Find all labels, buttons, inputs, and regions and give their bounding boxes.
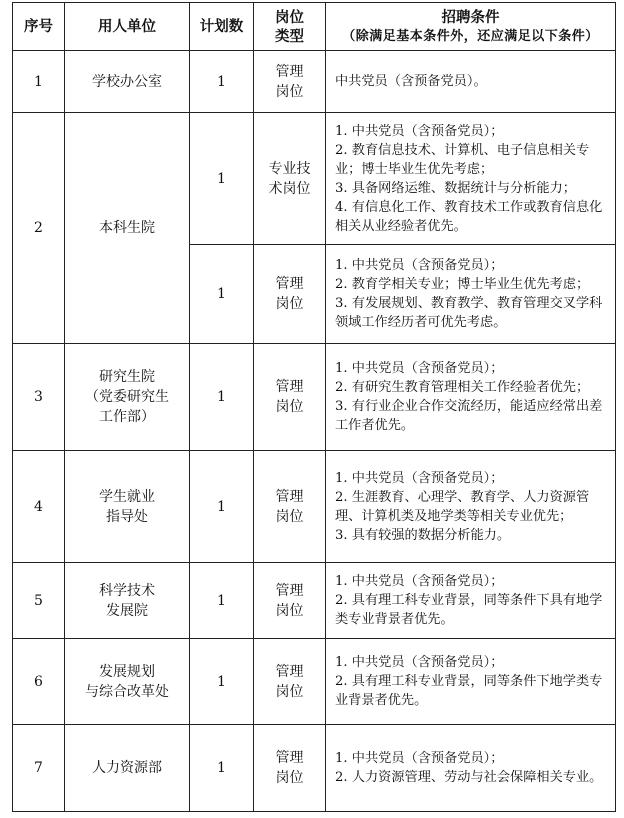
unit-line: 与综合改革处 [85,683,169,700]
post-type-line: 岗位 [275,83,304,100]
unit-line: 人力资源部 [92,760,162,776]
post-type-line: 岗位 [275,508,304,525]
row-index: 1 [13,51,65,113]
row-unit [65,725,190,812]
unit-line: 本科生院 [99,220,155,236]
row-requirements [326,639,616,725]
row-unit [65,639,190,725]
row-post-type [254,245,326,344]
post-type-line: 岗位 [275,296,304,312]
post-type-line: 专业技 [268,160,311,177]
row-count: 1 [190,725,254,812]
row-unit [65,51,190,113]
header-unit: 用人单位 [65,3,190,51]
header-post-type-line2: 类型 [275,27,304,45]
requirement-item: 1. 中共党员（含预备党员）； [335,258,504,273]
row-count: 1 [190,563,254,639]
requirement-item: 3. 具有较强的数据分析能力。 [335,527,511,543]
table-row [13,51,616,113]
post-type-line: 管理 [275,488,304,505]
requirement-item: 1. 中共党员（含预备党员）； [335,361,504,376]
row-index: 3 [13,344,65,451]
recruitment-table [12,2,616,812]
table-row [13,344,616,451]
requirement-item: 2. 教育学相关专业；博士毕业生优先考虑； [335,277,590,292]
row-requirements [326,451,616,563]
unit-line: 学生就业 [99,488,155,505]
requirement-item: 2. 具有理工科专业背景，同等条件下具有地学类专业背景者优先。 [335,593,603,627]
requirement-item: 2. 生涯教育、心理学、教育学、人力资源管理、计算机类及地学类等相关专业优先； [335,489,590,524]
header-count: 计划数 [190,3,254,51]
unit-line: 发展规划 [99,663,155,680]
row-index: 6 [13,639,65,725]
unit-line: 学校办公室 [92,73,162,90]
post-type-line: 岗位 [275,602,304,619]
unit-line: 科学技术 [99,582,155,599]
post-type-line: 管理 [275,63,304,80]
post-type-line: 管理 [275,379,304,395]
row-post-type [254,113,326,245]
row-post-type [254,639,326,725]
header-index: 序号 [13,3,65,51]
requirement-item: 3. 有发展规划、教育教学、教育管理交叉学科领域工作经历者可优先考虑。 [335,296,603,330]
unit-line: （党委研究生 [85,389,169,405]
table-row [13,725,616,812]
post-type-line: 管理 [275,750,304,766]
requirement-item: 3. 具备网络运维、数据统计与分析能力； [335,180,576,196]
requirement-item: 1. 中共党员（含预备党员）； [335,574,504,589]
row-count: 1 [190,113,254,245]
post-type-line: 岗位 [275,683,304,700]
requirement-item: 2. 具有理工科专业背景，同等条件下地学类专业背景者优先。 [335,674,603,708]
table-row [13,639,616,725]
row-count: 1 [190,51,254,113]
post-type-line: 岗位 [275,770,304,786]
row-count: 1 [190,639,254,725]
requirement-item: 1. 中共党员（含预备党员）； [335,123,504,139]
table-row [13,563,616,639]
row-requirements [326,725,616,812]
row-requirements [326,344,616,451]
unit-line: 发展院 [106,602,148,619]
row-count: 1 [190,344,254,451]
row-unit [65,451,190,563]
row-index: 4 [13,451,65,563]
requirement-item: 2. 人力资源管理、劳动与社会保障相关专业。 [335,770,603,785]
row-requirements [326,563,616,639]
unit-line: 研究生院 [99,369,155,385]
row-unit [65,344,190,451]
requirement-item: 1. 中共党员（含预备党员）； [335,470,504,486]
row-count: 1 [190,451,254,563]
header-post-type-line1: 岗位 [275,8,304,26]
row-unit [65,563,190,639]
header-post-type [254,3,326,51]
row-post-type [254,563,326,639]
row-post-type [254,725,326,812]
header-requirements [326,3,616,51]
row-requirements [326,113,616,245]
row-count: 1 [190,245,254,344]
row-post-type [254,451,326,563]
row-index: 7 [13,725,65,812]
unit-line: 指导处 [106,508,148,525]
header-requirements-title: 招聘条件 [441,8,500,26]
requirement-item: 4. 有信息化工作、教育技术工作或教育信息化相关从业经验者优先。 [335,199,603,234]
requirement-item: 1. 中共党员（含预备党员）； [335,655,504,670]
row-index: 2 [13,113,65,344]
post-type-line: 管理 [275,276,304,292]
header-requirements-sub: （除满足基本条件外，还应满足以下条件） [342,28,599,44]
row-index: 5 [13,563,65,639]
row-post-type [254,51,326,113]
table-row [13,113,616,245]
header-row [13,3,616,51]
requirement-item: 1. 中共党员（含预备党员）； [335,751,504,766]
post-type-line: 岗位 [275,399,304,415]
requirement-item: 3. 有行业企业合作交流经历，能适应经常出差工作者优先。 [335,399,603,433]
row-requirements [326,51,616,113]
post-type-line: 管理 [275,582,304,599]
requirement-item: 2. 教育信息技术、计算机、电子信息相关专业；博士毕业生优先考虑； [335,142,590,177]
post-type-line: 术岗位 [268,180,311,197]
table-row [13,451,616,563]
requirement-item: 2. 有研究生教育管理相关工作经验者优先； [335,380,590,395]
unit-line: 工作部） [99,409,155,425]
row-requirements [326,245,616,344]
post-type-line: 管理 [275,663,304,680]
row-unit [65,113,190,344]
requirement-item: 中共党员（含预备党员）。 [335,74,487,89]
row-post-type [254,344,326,451]
